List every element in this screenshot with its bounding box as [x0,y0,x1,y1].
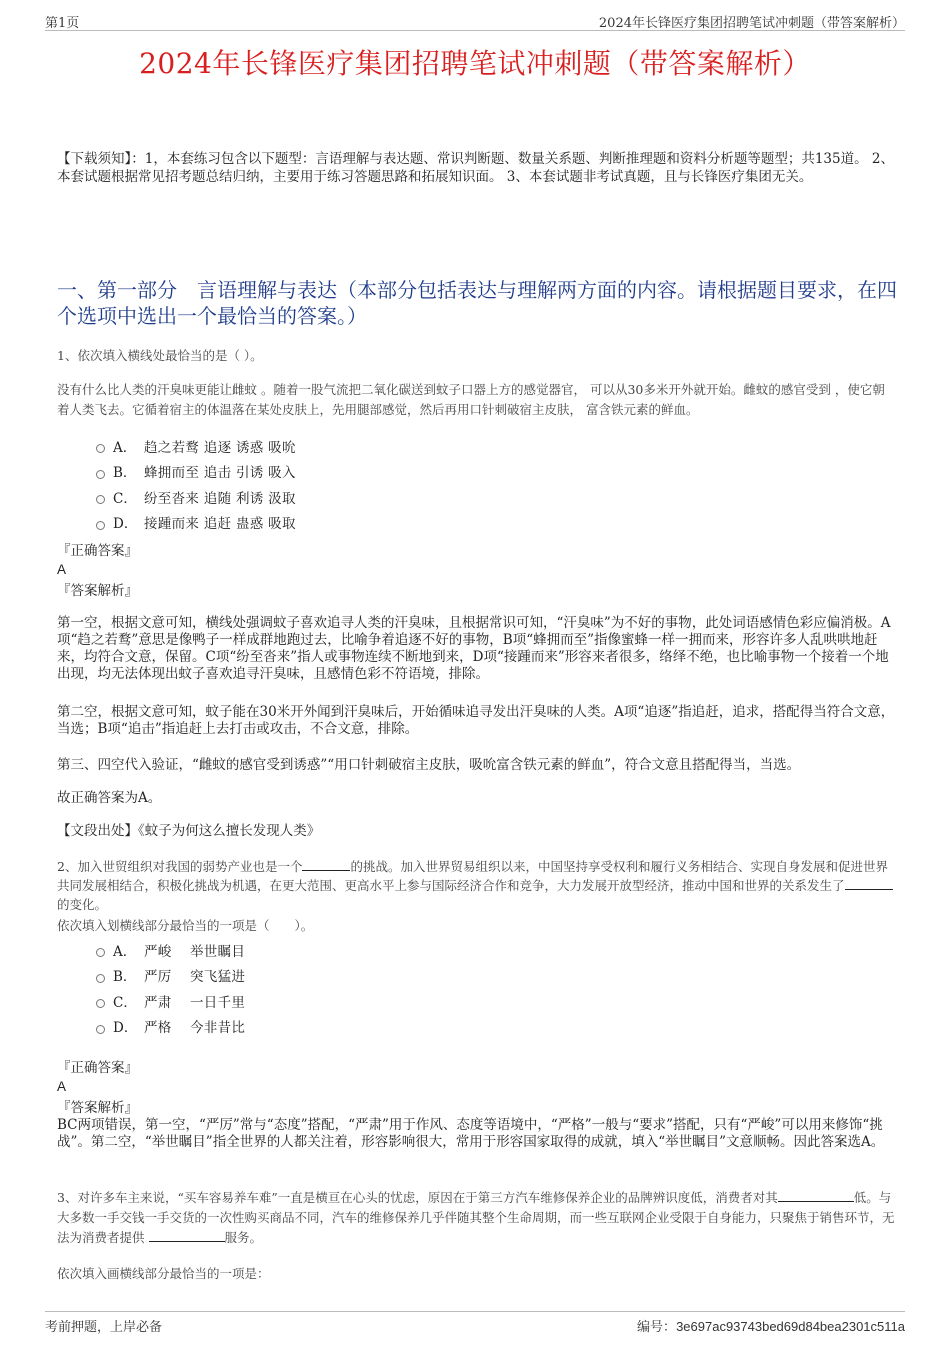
footer-code [637,1316,905,1335]
q1-analysis-label: 『答案解析』 [57,583,138,599]
q1-stem: 1、依次填入横线处最恰当的是（ ）。 [57,348,263,363]
option-text: 严厉 突飞猛进 [144,969,246,986]
option-text: 蜂拥而至 追击 引诱 吸入 [144,465,296,482]
q1-analysis-p1: 第一空，根据文意可知，横线处强调蚊子喜欢追寻人类的汗臭味，且根据常识可知，“汗臭味”为不好的事物，此处词语感情色彩应偏消极。A项“趋之若鹜”意思是像鸭子一样成群地跑过去，比喻争着追逐不好的事物，B项“蜂拥而至”指像蜜蜂一样一拥而来，形容许多人乱哄哄地赶来，均符合文意，保留。C项“纷至沓来”指人或事物连续不断地到来，D项“接踵而来”形容来者很多，络绎不绝，也比喻事物一个接着一个地出现，均无法体现出蚊子喜欢追寻汗臭味，且感情色彩不符语境，排除。 [57,615,891,682]
download-notice: 【下载须知】：1，本套练习包含以下题型：言语理解与表达题、常识判断题、数量关系题、判断推理题和资料分析题等题型；共135道。 2、本套试题根据常见招考题总结归纳，主要用于练习答题思路和拓展知识面。 3、本套试题非考试真题，且与长锋医疗集团无关。 [57,151,894,185]
q1-passage: 没有什么比人类的汗臭味更能让雌蚊 。随着一股气流把二氧化碳送到蚊子口器上方的感觉器官， 可以从30多米开外就开始。雌蚊的感官受到 ，使它朝着人类飞去。它循着宿主的体温落在某处皮肤上，先用腿部感觉，然后再用口针刺破宿主皮肤， 富含铁元素的鲜血。 [57,382,885,417]
option-text: 严峻 举世瞩目 [144,943,246,960]
document-title: 2024年长锋医疗集团招聘笔试冲刺题（带答案解析） [139,47,811,80]
page-header [45,10,905,31]
radio-icon[interactable] [96,495,105,504]
radio-icon[interactable] [96,470,105,479]
page-number: 第1页 [45,16,80,31]
option-text: 严肃 一日千里 [144,994,246,1011]
q2-option-c[interactable] [96,988,245,1014]
q1-answer: A [57,562,67,577]
q2-answer: A [57,1079,67,1094]
q2-analysis: BC两项错误，第一空，“严厉”常与“态度”搭配，“严肃”用于作风、态度等语境中，“严格”一般与“要求”搭配，只有“严峻”可以用来修饰“挑战”。第二空，“举世瞩目”指全世界的人都关注着，形容影响很大，常用于形容国家取得的成就，填入“举世瞩目”文意顺畅。因此答案选A。 [57,1117,885,1150]
q2-stem [57,857,895,914]
q2-stem-part3: 的变化。 [57,897,108,912]
q3-stem [57,1188,895,1248]
q3-stem-part1: 3、对许多车主来说，“买车容易养车难”一直是横亘在心头的忧虑，原因在于第三方汽车维修保养企业的品牌辨识度低，消费者对其 [57,1190,778,1205]
radio-icon[interactable] [96,948,105,957]
option-letter: C． [113,490,137,507]
q1-option-b[interactable] [96,459,296,485]
q1-option-d[interactable] [96,510,296,536]
option-text: 严格 今非昔比 [144,1020,246,1037]
header-doc-title: 2024年长锋医疗集团招聘笔试冲刺题（带答案解析） [598,16,905,31]
radio-icon[interactable] [96,1025,105,1034]
radio-icon[interactable] [96,974,105,983]
q1-option-c[interactable] [96,484,296,510]
option-text: 接踵而来 追赶 蛊惑 吸取 [144,516,296,533]
option-letter: B． [113,969,137,986]
option-letter: C． [113,994,137,1011]
footer-slogan: 考前押题，上岸必备 [45,1320,163,1335]
q1-analysis-p4: 故正确答案为A。 [57,790,162,806]
q2-stem-part1: 2、加入世贸组织对我国的弱势产业也是一个 [57,859,303,874]
q2-blank-2 [845,877,893,890]
q2-stem-part2: 的挑战。加入世界贸易组织以来，中国坚持享受权利和履行义务相结合、实现自身发展和促进世界共同发展相结合，积极化挑战为机遇，在更大范围、更高水平上参与国际经济合作和竞争，大力发展开放型经济，推动中国和世界的关系发生了 [57,859,888,893]
q2-answer-label: 『正确答案』 [57,1060,138,1076]
q1-options [96,433,296,535]
q1-analysis-p2: 第二空，根据文意可知，蚊子能在30米开外闻到汗臭味后，开始循味追寻发出汗臭味的人类。A项“追逐”指追赶，追求，搭配得当符合文意，当选；B项“追击”指追赶上去打击或攻击，不合文意，排除。 [57,704,895,737]
q3-instruction: 依次填入画横线部分最恰当的一项是： [57,1266,270,1281]
option-letter: D． [113,1020,138,1037]
q3-stem-part3: 服务。 [224,1230,263,1245]
option-letter: D． [113,516,138,533]
q3-blank-2 [149,1229,225,1242]
q1-source: 【文段出处】《蚊子为何这么擅长发现人类》 [57,823,321,839]
footer-code-value: 3e697ac93743bed69d84bea2301c511a [676,1319,905,1334]
footer-code-label: 编号： [637,1320,677,1335]
radio-icon[interactable] [96,999,105,1008]
q1-analysis-p3: 第三、四空代入验证，“雌蚊的感官受到诱惑”“用口针刺破宿主皮肤，吸吮富含铁元素的鲜血”，符合文意且搭配得当，当选。 [57,757,801,773]
page-footer [45,1311,905,1336]
option-text: 纷至沓来 追随 利诱 汲取 [144,490,296,507]
radio-icon[interactable] [96,521,105,530]
q2-option-a[interactable] [96,937,245,963]
option-text: 趋之若鹜 追逐 诱惑 吸吮 [144,439,296,456]
q2-instruction: 依次填入划横线部分最恰当的一项是（ ）。 [57,918,314,933]
radio-icon[interactable] [96,444,105,453]
option-letter: A． [113,943,137,960]
q2-options [96,937,245,1039]
q1-option-a[interactable] [96,433,296,459]
q2-option-d[interactable] [96,1014,245,1040]
option-letter: B． [113,465,137,482]
q3-blank-1 [778,1189,854,1202]
q3-stem-part2: 低。与大多数一手交钱一手交货的一次性购买商品不同，汽车的维修保养几乎伴随其整个生命周期，而一些互联网企业受限于自身能力，只聚焦于销售环节，无法为消费者提供 [57,1190,895,1245]
q2-option-b[interactable] [96,963,245,989]
section-title: 一、第一部分 言语理解与表达（本部分包括表达与理解两方面的内容。请根据题目要求，在四个选项中选出一个最恰当的答案。） [57,278,897,328]
option-letter: A． [113,439,137,456]
q1-answer-label: 『正确答案』 [57,543,138,559]
q2-analysis-label: 『答案解析』 [57,1100,138,1116]
q2-blank-1 [302,858,350,871]
